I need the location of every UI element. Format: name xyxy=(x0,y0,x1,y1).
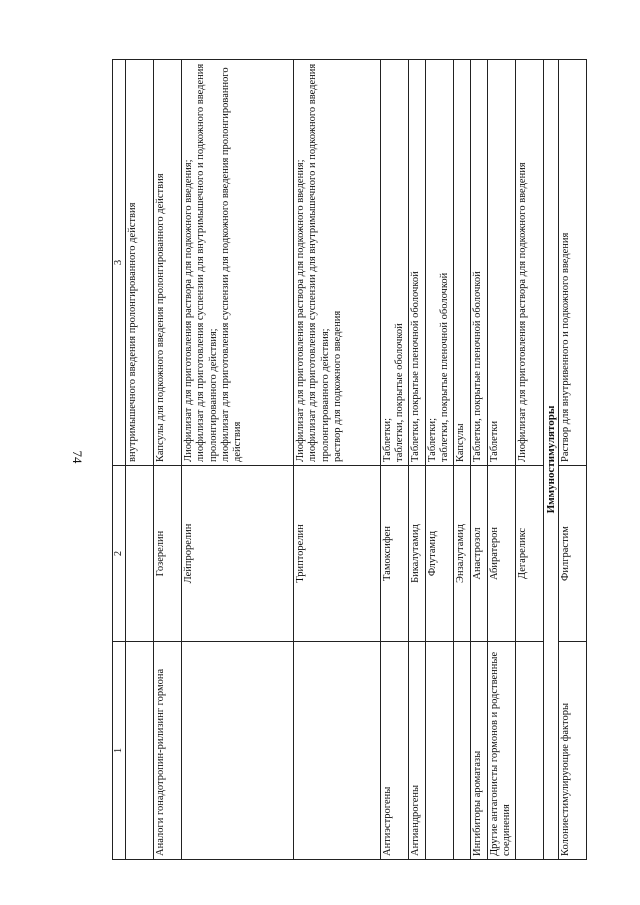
table-row xyxy=(154,60,182,860)
table-row xyxy=(182,60,294,860)
group-cell: Антиандрогены xyxy=(409,642,426,860)
table-row xyxy=(454,60,471,860)
drug-cell: Бикалутамид xyxy=(409,466,426,642)
forms-cell: Капсулы xyxy=(454,60,471,466)
group-cell xyxy=(126,642,154,860)
table-row xyxy=(409,60,426,860)
forms-cell: Таблетки xyxy=(488,60,515,466)
table-row xyxy=(426,60,454,860)
section-title: Иммуностимуляторы xyxy=(543,60,558,860)
table-row xyxy=(558,60,586,860)
group-cell: Аналоги гонадотропин-рилизинг гормона xyxy=(154,642,182,860)
forms-cell: Раствор для внутривенного и подкожного введения xyxy=(558,60,586,466)
drug-cell: Анастрозол xyxy=(471,466,488,642)
drug-cell: Энзалутамид xyxy=(454,466,471,642)
header-col-2: 2 xyxy=(113,466,126,642)
forms-cell: Лиофилизат для приготовления раствора для подкожного введения; лиофилизат для приготовления суспензии для внутримышечного и подкожного введения пролонгированного действия; раствор для подкожного введения xyxy=(294,60,381,466)
forms-cell: Лиофилизат для приготовления раствора для подкожного введения xyxy=(515,60,543,466)
group-cell xyxy=(426,642,454,860)
drug-cell: Лейпрорелин xyxy=(182,466,294,642)
drug-cell: Флутамид xyxy=(426,466,454,642)
group-cell xyxy=(515,642,543,860)
group-cell xyxy=(454,642,471,860)
header-col-1: 1 xyxy=(113,642,126,860)
forms-cell: Лиофилизат для приготовления раствора для подкожного введения; лиофилизат для приготовления суспензии для внутримышечного и подкожного введения пролонгированного действия; лиофилизат для приготовления суспензии для подкожного введения пролонгированного действия xyxy=(182,60,294,466)
group-cell: Ингибиторы ароматазы xyxy=(471,642,488,860)
table-row xyxy=(471,60,488,860)
drug-cell: Тамоксифен xyxy=(381,466,409,642)
forms-cell: Таблетки; таблетки, покрытые пленочной оболочкой xyxy=(426,60,454,466)
section-row xyxy=(543,60,558,860)
table-header-row xyxy=(113,60,126,860)
group-cell: Колониестимулирующие факторы xyxy=(558,642,586,860)
drug-cell xyxy=(126,466,154,642)
group-cell: Другие антагонисты гормонов и родственные соединения xyxy=(488,642,515,860)
table-row xyxy=(294,60,381,860)
forms-cell: Таблетки, покрытые пленочной оболочкой xyxy=(471,60,488,466)
table-row xyxy=(515,60,543,860)
drug-cell: Филграстим xyxy=(558,466,586,642)
forms-cell: внутримышечного введения пролонгированного действия xyxy=(126,60,154,466)
group-cell xyxy=(182,642,294,860)
drug-cell: Гозерелин xyxy=(154,466,182,642)
table-row xyxy=(488,60,515,860)
rotated-page xyxy=(112,60,582,860)
page-number: 74 xyxy=(70,450,85,464)
drug-cell: Дегареликс xyxy=(515,466,543,642)
drug-cell: Трипторелин xyxy=(294,466,381,642)
forms-cell: Таблетки, покрытые пленочной оболочкой xyxy=(409,60,426,466)
drug-table xyxy=(112,59,587,860)
group-cell xyxy=(294,642,381,860)
drug-cell: Абиратерон xyxy=(488,466,515,642)
table-row xyxy=(381,60,409,860)
group-cell: Антиэстрогены xyxy=(381,642,409,860)
header-col-3: 3 xyxy=(113,60,126,466)
forms-cell: Таблетки; таблетки, покрытые оболочкой xyxy=(381,60,409,466)
forms-cell: Капсулы для подкожного введения пролонгированного действия xyxy=(154,60,182,466)
table-row xyxy=(126,60,154,860)
